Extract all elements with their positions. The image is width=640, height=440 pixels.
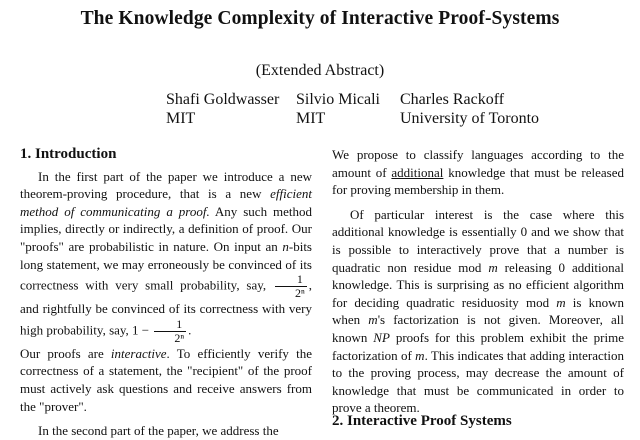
underlined-text: additional [391, 164, 444, 180]
fraction-numerator: 1 [275, 273, 307, 287]
text-run: , and rightfully be convinced of its correctness with very high probability, say, 1 − [20, 277, 312, 338]
emphasis-text: interactive [110, 345, 167, 361]
intro-paragraph-1 [20, 168, 312, 345]
intro-paragraph-2 [20, 345, 312, 415]
text-run: We propose to classify languages according to the amount of [332, 147, 624, 180]
text-run: is known when [332, 294, 624, 328]
text-run: Any such method implies, directly or indirectly, a definition of proof. Our "proofs" are probabilistic in nature. On input an [20, 203, 312, 254]
text-run: . [188, 322, 192, 338]
math-variable: m [415, 347, 425, 363]
left-column [20, 146, 312, 440]
author-name: Shafi Goldwasser [166, 91, 280, 108]
section-heading-introduction: 1. Introduction [20, 146, 117, 162]
math-variable: m [368, 312, 378, 328]
section-heading-interactive-proof-systems: 2. Interactive Proof Systems [332, 413, 512, 429]
fraction-numerator: 1 [154, 318, 186, 332]
emphasis-text: efficient method of communicating a proof. [20, 186, 312, 219]
text-run: . This indicates that adding interaction to the proving process, may decrease the amount of knowledge that must be communicated in order to prove a theorem. [332, 347, 624, 416]
author-affiliation: University of Toronto [400, 110, 540, 127]
math-variable: n [282, 238, 289, 254]
fraction-denominator: 2ⁿ [174, 330, 185, 345]
text-run: proofs for this problem exhibit the prime factorization of [332, 329, 625, 363]
math-variable: NP [373, 329, 390, 345]
author-block [166, 90, 279, 128]
author-block [400, 90, 539, 128]
right-paragraph-2 [332, 206, 624, 417]
fraction-denominator: 2ⁿ [294, 286, 305, 301]
text-run: knowledge that must be released for proving membership in them. [332, 164, 625, 198]
author-block [296, 90, 380, 128]
author-name: Charles Rackoff [400, 91, 505, 108]
fraction-1-over-2n [275, 273, 307, 300]
text-run: releasing 0 additional knowledge. This is surprising as no efficient algorithm for deciding quadratic residuosity mod [332, 259, 624, 310]
author-name: Silvio Micali [296, 91, 380, 108]
paper-subtitle: (Extended Abstract) [255, 62, 385, 79]
text-run: In the first part of the paper we introduce a new theorem-proving procedure, that is a new [20, 168, 312, 202]
text-run: 's factorization is not given. Moreover, all known [332, 312, 624, 345]
right-paragraph-1 [332, 146, 624, 199]
paper-title: The Knowledge Complexity of Interactive Proof-Systems [80, 8, 560, 29]
text-run: -bits long statement, we may erroneously be convinced of its correctness with very small probability, say, [20, 238, 312, 293]
math-variable: m [488, 259, 498, 275]
author-affiliation: MIT [166, 110, 196, 127]
text-run: Of particular interest is the case where this additional knowledge is essentially 0 and we show that is possible to interactively prove that a number is quadratic non residue mod [332, 206, 624, 275]
intro-paragraph-3: In the second part of the paper, we address the [38, 423, 279, 439]
text-run: Our proofs are [20, 345, 111, 361]
right-column [332, 146, 624, 417]
text-run: . To efficiently verify the correctness of a statement, the "recipient" of the proof must actively ask questions and receive answers from the "prover". [20, 345, 312, 414]
math-variable: m [556, 294, 566, 310]
fraction-1-over-2n [154, 318, 186, 345]
author-affiliation: MIT [296, 110, 326, 127]
